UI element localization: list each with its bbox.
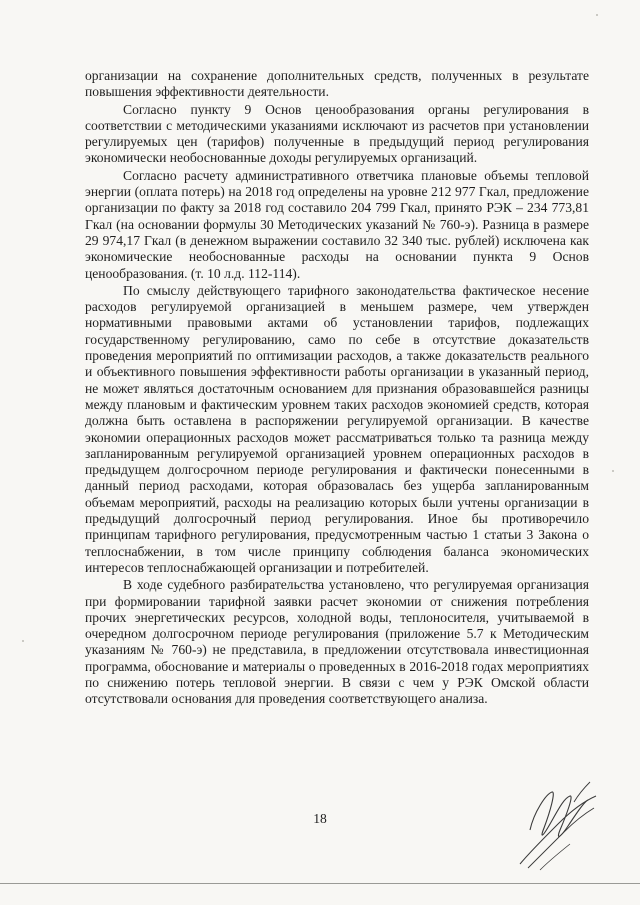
scan-speck — [22, 640, 24, 642]
paragraph-pricing-rule: Согласно пункту 9 Основ ценообразования органы регулирования в соответствии с методическими указаниями исключают из расчетов при установлении регулируемых цен (тарифов) полученные в предыдущий период регулирования экономически необоснованные доходы регулируемых организаций. — [85, 101, 589, 166]
page-number: 18 — [313, 811, 327, 826]
paragraph-legislation: По смыслу действующего тарифного законодательства фактическое несение расходов регулируемой организацией в меньшем размере, чем утвержден нормативными правовыми актами об установлении тарифов, подлежащих государственному регулированию, само по себе в отсутствие доказательств проведения мероприятий по оптимизации расходов, а также доказательств реального и объективного повышения эффективности работы организации в указанный период, не может являться достаточным основанием для признания образовавшейся разницы между плановым и фактическим уровнем таких расходов экономией средств, которая должна быть оставлена в распоряжении регулируемой организации. В качестве экономии операционных расходов может рассматриваться только та разница между запланированным регулируемой организацией уровнем операционных расходов в предыдущем долгосрочном периоде регулирования и фактически понесенными в данный период расходами, которая образовалась без ущерба запланированным объемам мероприятий, расходы на реализацию которых были учтены организации в предыдущий долгосрочный период регулирования. Иное бы противоречило принципам тарифного регулирования, предусмотренным частью 1 статьи 3 Закона о теплоснабжении, в том числе принципу соблюдения баланса экономических интересов теплоснабжающей организации и потребителей. — [85, 282, 589, 575]
paragraph-continuation: организации на сохранение дополнительных средств, полученных в результате повышения эффективности деятельности. — [85, 68, 589, 100]
paragraph-court-findings: В ходе судебного разбирательства установлено, что регулируемая организация при формировании тарифной заявки расчет экономии от снижения потребления прочих энергетических ресурсов, холодной воды, теплоносителя, учитываемой в очередном долгосрочном периоде регулирования (приложение 5.7 к Методическим указаниям № 760-э) не представила, в предложении отсутствовала инвестиционная программа, обоснование и материалы о проведенных в 2016-2018 годах мероприятиях по снижению потерь тепловой энергии. В связи с чем у РЭК Омской области отсутствовали основания для проведения соответствующего анализа. — [85, 577, 589, 707]
paragraph-heat-volumes: Согласно расчету административного ответчика плановые объемы тепловой энергии (оплата потерь) на 2018 год определены на уровне 212 977 Гкал, предложение организации по факту за 2018 год составило 204 799 Гкал, принято РЭК – 234 773,81 Гкал (на основании формулы 30 Методических указаний № 760-э). Разница в размере 29 974,17 Гкал (в денежном выражении составило 32 340 тыс. рублей) исключена как экономические необоснованные расходы на основании пункта 9 Основ ценообразования. (т. 10 л.д. 112-114). — [85, 167, 589, 281]
scan-edge-line — [0, 883, 640, 884]
scan-speck — [612, 470, 614, 472]
document-body — [85, 68, 589, 709]
scan-speck — [596, 14, 598, 16]
handwritten-signature — [500, 772, 610, 872]
